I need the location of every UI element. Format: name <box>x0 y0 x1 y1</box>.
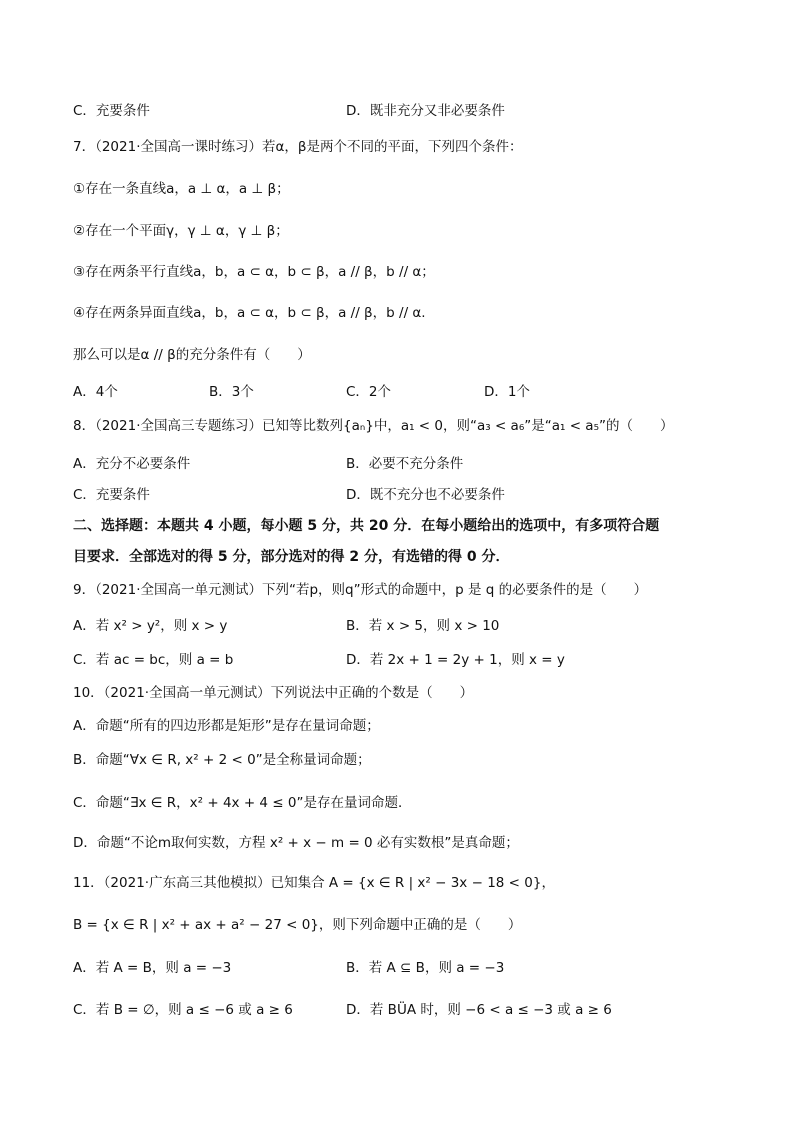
q6-option-c: C．充要条件 <box>73 103 150 119</box>
q10-option-c: C．命题“∃x ∈ R，x² + 4x + 4 ≤ 0”是存在量词命题． <box>73 795 412 811</box>
q10-option-a: A．命题“所有的四边形都是矩形”是存在量词命题； <box>73 718 380 734</box>
q7-option-a: A．4个 <box>73 384 118 400</box>
section-heading-line-2: 目要求．全部选对的得 5 分，部分选对的得 2 分，有选错的得 0 分． <box>73 549 510 565</box>
q8-option-c: C．充要条件 <box>73 487 150 503</box>
q7-condition-4: ④存在两条异面直线a，b，a ⊂ α，b ⊂ β，a // β，b // α. <box>73 305 426 321</box>
q9-option-b: B．若 x > 5，则 x > 10 <box>346 618 500 634</box>
q10-option-d: D．命题“不论m取何实数，方程 x² + x − m = 0 必有实数根”是真命题； <box>73 835 519 851</box>
q11-option-c: C．若 B = ∅，则 a ≤ −6 或 a ≥ 6 <box>73 1002 293 1018</box>
q11-stem-line-1: 11．（2021·广东高三其他模拟）已知集合 A = {x ∈ R | x² − 3x − 18 < 0}， <box>73 875 555 891</box>
q6-option-d: D．既非充分又非必要条件 <box>346 103 505 119</box>
q11-stem-line-2: B = {x ∈ R | x² + ax + a² − 27 < 0}，则下列命题中正确的是（ ） <box>73 917 522 933</box>
q7-condition-2: ②存在一个平面γ，γ ⊥ α，γ ⊥ β； <box>73 223 289 239</box>
q7-option-b: B．3个 <box>209 384 254 400</box>
q9-option-c: C．若 ac = bc，则 a = b <box>73 652 234 668</box>
q8-option-a: A．充分不必要条件 <box>73 456 191 472</box>
q7-stem: 7．（2021·全国高一课时练习）若α，β是两个不同的平面，下列四个条件： <box>73 139 523 155</box>
q7-condition-3: ③存在两条平行直线a，b，a ⊂ α，b ⊂ β，a // β，b // α； <box>73 264 435 280</box>
q7-option-d: D．1个 <box>484 384 530 400</box>
q9-option-d: D．若 2x + 1 = 2y + 1，则 x = y <box>346 652 565 668</box>
q9-option-a: A．若 x² > y²，则 x > y <box>73 618 228 634</box>
section-heading-line-1: 二、选择题：本题共 4 小题，每小题 5 分，共 20 分．在每小题给出的选项中，有多项符合题 <box>73 518 660 534</box>
q8-option-b: B．必要不充分条件 <box>346 456 464 472</box>
q11-option-b: B．若 A ⊆ B，则 a = −3 <box>346 960 505 976</box>
q11-option-d: D．若 BÜA 时，则 −6 < a ≤ −3 或 a ≥ 6 <box>346 1002 612 1018</box>
q8-stem: 8．（2021·全国高三专题练习）已知等比数列{aₙ}中，a₁ < 0，则“a₃ < a₆”是“a₁ < a₅”的（ ） <box>73 418 674 434</box>
q7-option-c: C．2个 <box>346 384 392 400</box>
q11-option-a: A．若 A = B，则 a = −3 <box>73 960 232 976</box>
q10-option-b: B．命题“∀x ∈ R, x² + 2 < 0”是全称量词命题； <box>73 752 371 768</box>
q10-stem: 10．（2021·全国高一单元测试）下列说法中正确的个数是（ ） <box>73 685 474 701</box>
q7-condition-1: ①存在一条直线a，a ⊥ α，a ⊥ β； <box>73 181 290 197</box>
q9-stem: 9．（2021·全国高一单元测试）下列“若p，则q”形式的命题中，p 是 q 的必要条件的是（ ） <box>73 582 648 598</box>
q7-question: 那么可以是α // β的充分条件有（ ） <box>73 347 311 363</box>
q8-option-d: D．既不充分也不必要条件 <box>346 487 505 503</box>
